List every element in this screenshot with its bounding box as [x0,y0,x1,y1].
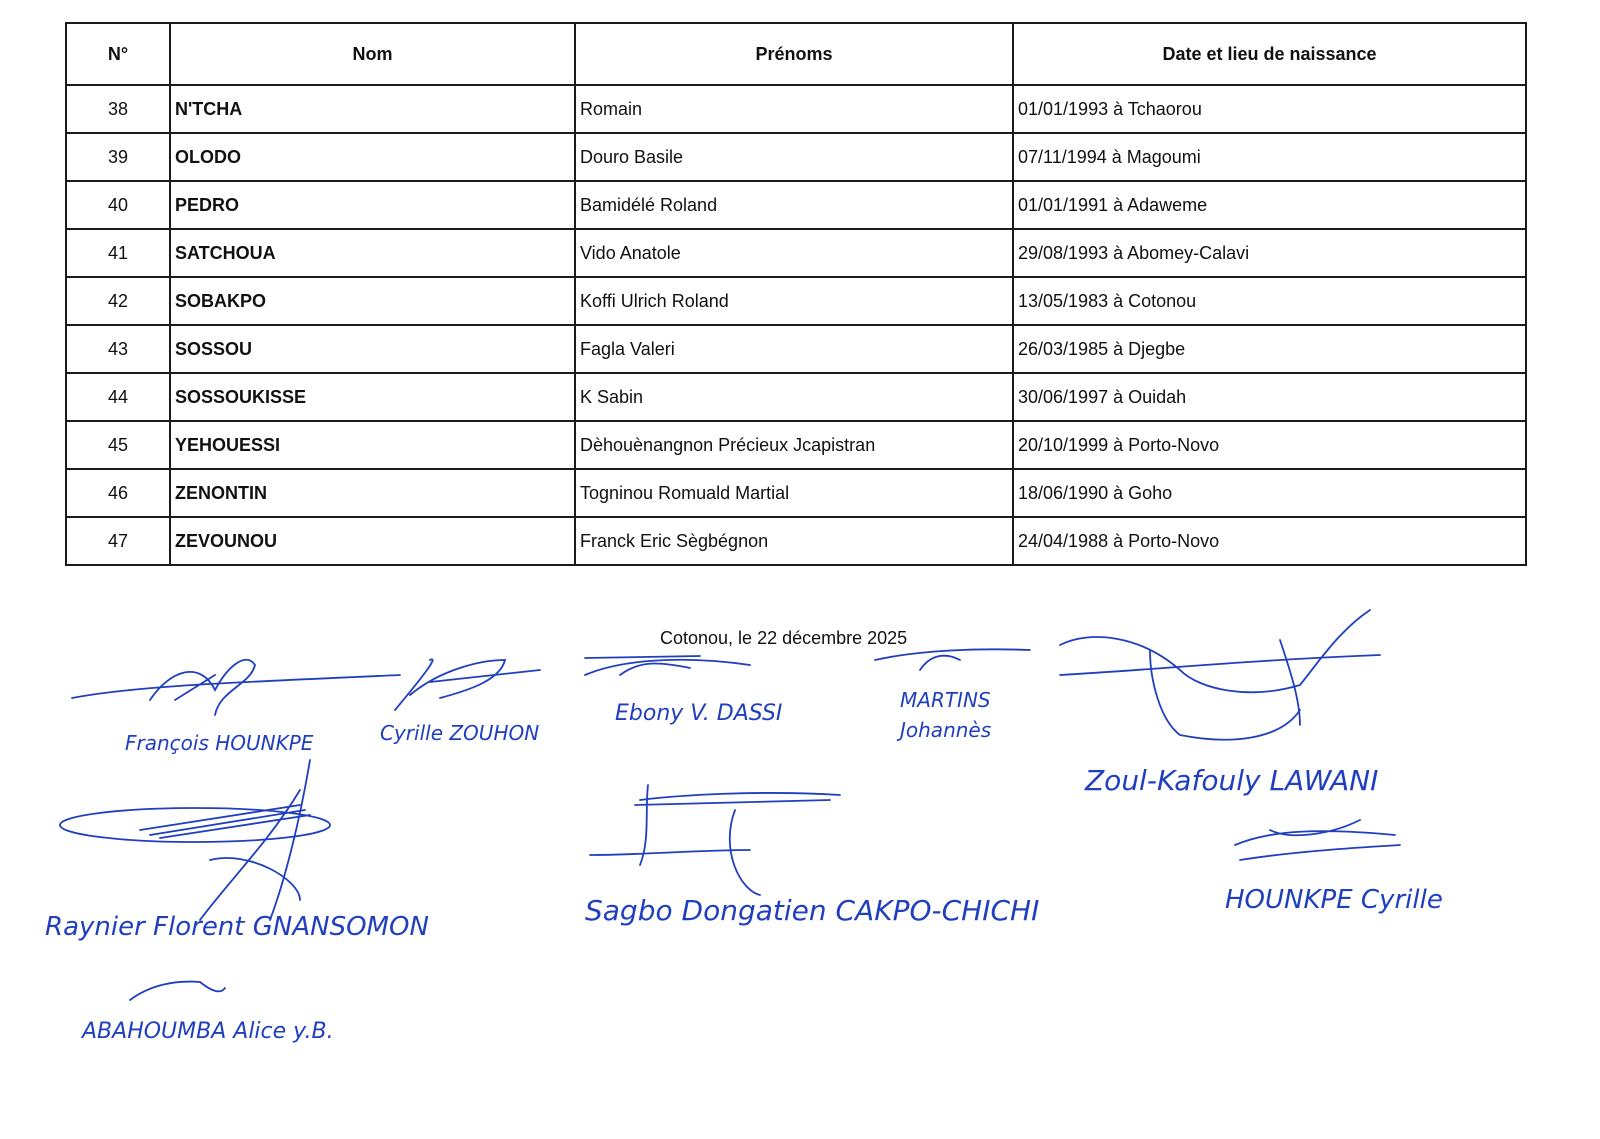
signature-stroke [130,982,225,1000]
signature-stroke [1235,820,1400,860]
signature-stroke [585,656,750,675]
cell-naissance: 18/06/1990 à Goho [1013,469,1526,517]
cell-naissance: 07/11/1994 à Magoumi [1013,133,1526,181]
signature-hounkpe-francois [72,660,400,755]
signatures-area [0,590,1600,1120]
signature-name: ABAHOUMBA Alice y.B. [82,1019,334,1044]
signature-name: Johannès [900,718,992,742]
cell-num: 38 [66,85,170,133]
table-row [66,277,1526,325]
signature-stroke [140,760,310,920]
cell-naissance: 30/06/1997 à Ouidah [1013,373,1526,421]
signature-abahoumba [80,982,334,1044]
table-row [66,181,1526,229]
signature-martins [875,649,1030,742]
cell-num: 39 [66,133,170,181]
signature-stroke [1060,610,1380,740]
signature-name: François HOUNKPE [125,731,314,755]
cell-num: 47 [66,517,170,565]
cell-num: 42 [66,277,170,325]
cell-nom: SOBAKPO [170,277,575,325]
signature-name: Ebony V. DASSI [615,701,783,726]
cell-prenoms: Romain [575,85,1013,133]
table-row [66,469,1526,517]
candidates-table [65,22,1527,566]
cell-num: 41 [66,229,170,277]
header-row [66,23,1526,85]
signature-stroke [72,660,400,715]
cell-naissance: 29/08/1993 à Abomey-Calavi [1013,229,1526,277]
signature-stroke [395,659,540,710]
cell-prenoms: Dèhouènangnon Précieux Jcapistran [575,421,1013,469]
table-row [66,229,1526,277]
table-row [66,421,1526,469]
cell-prenoms: K Sabin [575,373,1013,421]
cell-prenoms: Bamidélé Roland [575,181,1013,229]
signature-cakpo-chichi [585,785,1039,927]
header-naissance: Date et lieu de naissance [1013,23,1526,85]
header-prenoms: Prénoms [575,23,1013,85]
cell-naissance: 01/01/1993 à Tchaorou [1013,85,1526,133]
signature-dassi [585,656,782,726]
cell-nom: ZENONTIN [170,469,575,517]
cell-prenoms: Vido Anatole [575,229,1013,277]
signature-name: Cyrille ZOUHON [380,721,540,745]
cell-nom: N'TCHA [170,85,575,133]
cell-nom: YEHOUESSI [170,421,575,469]
signature-stroke [875,649,1030,670]
signature-gnansomon [45,760,429,942]
header-nom: Nom [170,23,575,85]
signature-name: Sagbo Dongatien CAKPO-CHICHI [585,894,1040,927]
cell-prenoms: Koffi Ulrich Roland [575,277,1013,325]
cell-nom: PEDRO [170,181,575,229]
cell-num: 43 [66,325,170,373]
cell-nom: SOSSOUKISSE [170,373,575,421]
header-num: N° [66,23,170,85]
signature-name: Raynier Florent GNANSOMON [45,912,429,942]
cell-prenoms: Fagla Valeri [575,325,1013,373]
table-row [66,85,1526,133]
cell-num: 46 [66,469,170,517]
signature-hounkpe-cyrille [1225,820,1443,915]
cell-prenoms: Franck Eric Sègbégnon [575,517,1013,565]
cell-nom: SOSSOU [170,325,575,373]
signature-name: Zoul-Kafouly LAWANI [1085,764,1379,797]
cell-nom: ZEVOUNOU [170,517,575,565]
signature-lawani [1060,610,1380,797]
cell-num: 44 [66,373,170,421]
cell-nom: SATCHOUA [170,229,575,277]
table-row [66,325,1526,373]
cell-prenoms: Douro Basile [575,133,1013,181]
cell-naissance: 20/10/1999 à Porto-Novo [1013,421,1526,469]
place-and-date: Cotonou, le 22 décembre 2025 [660,628,908,648]
cell-num: 40 [66,181,170,229]
signature-name: MARTINS [900,688,991,712]
signature-name: HOUNKPE Cyrille [1225,885,1443,915]
cell-naissance: 13/05/1983 à Cotonou [1013,277,1526,325]
cell-num: 45 [66,421,170,469]
cell-nom: OLODO [170,133,575,181]
table-header [66,23,1526,85]
table-row [66,517,1526,565]
cell-naissance: 01/01/1991 à Adaweme [1013,181,1526,229]
cell-naissance: 24/04/1988 à Porto-Novo [1013,517,1526,565]
cell-prenoms: Togninou Romuald Martial [575,469,1013,517]
table-row [66,373,1526,421]
table-body [66,85,1526,565]
cell-naissance: 26/03/1985 à Djegbe [1013,325,1526,373]
signature-zouhon [380,659,540,745]
table-row [66,133,1526,181]
signature-stroke [590,785,840,895]
